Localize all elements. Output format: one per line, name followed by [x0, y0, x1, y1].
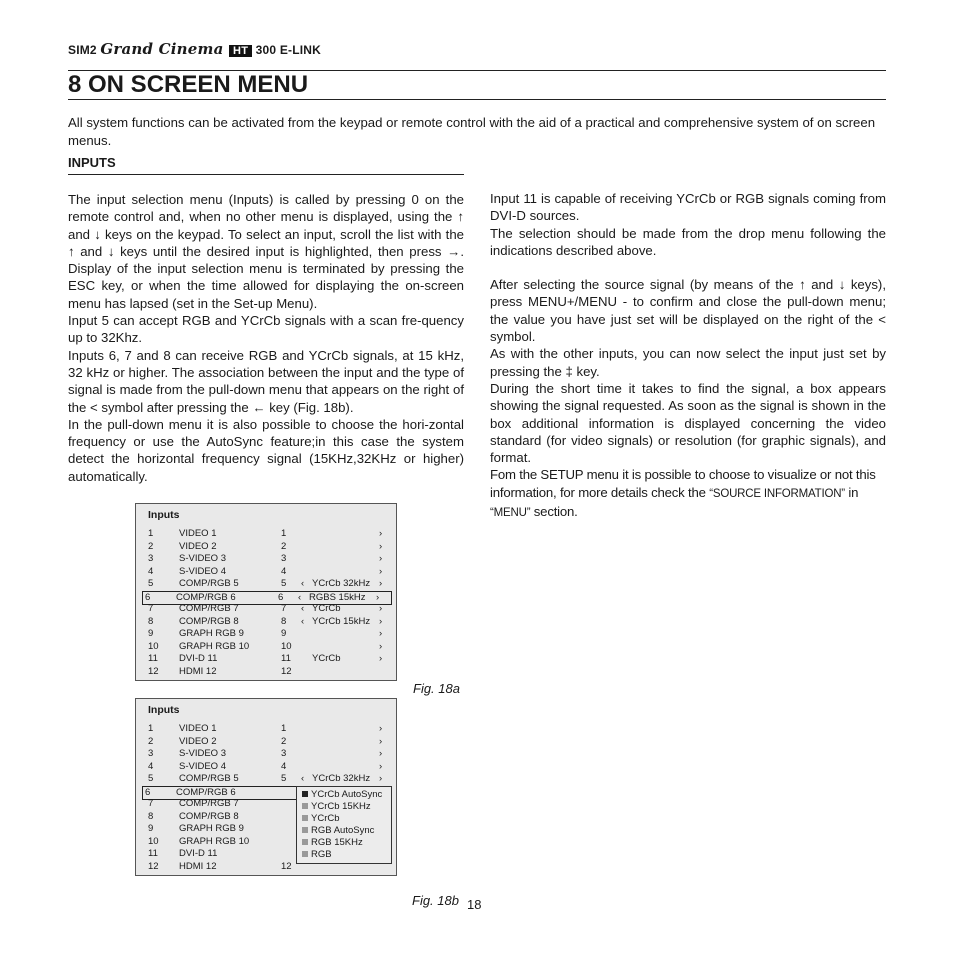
input-shortcut: 7	[281, 603, 287, 614]
input-name: S-VIDEO 4	[179, 565, 226, 577]
left-paragraph-4: In the pull-down menu it is also possible to choose the hori-zontal frequency or use the AutoSync feature;in this case the system detect the horizontal frequency signal (15KHz,32KHz or higher) automatically.	[68, 416, 464, 484]
input-number: 4	[148, 760, 154, 772]
input-row[interactable]	[146, 641, 390, 653]
input-name: COMP/RGB 8	[179, 810, 239, 822]
dropdown-option[interactable]	[302, 837, 363, 849]
square-bullet-icon	[302, 791, 308, 797]
signal-dropdown[interactable]	[296, 786, 392, 864]
input-row[interactable]	[146, 616, 390, 628]
chevron-left-icon: ‹	[301, 773, 305, 784]
left-paragraph-2: Input 5 can accept RGB and YCrCb signals with a scan fre-quency up to 32Khz.	[68, 313, 464, 346]
input-name: COMP/RGB 6	[176, 591, 236, 603]
input-name: GRAPH RGB 9	[179, 823, 244, 834]
input-row[interactable]	[146, 566, 390, 578]
input-row[interactable]	[146, 541, 390, 553]
input-row[interactable]	[146, 628, 390, 640]
chevron-right-icon: ›	[379, 653, 383, 664]
dropdown-option[interactable]	[302, 849, 332, 861]
signal-type: YCrCb	[312, 653, 341, 664]
input-name: VIDEO 2	[179, 735, 217, 747]
input-number: 8	[148, 810, 154, 822]
option-label: YCrCb 15KHz	[311, 801, 371, 812]
section-heading: INPUTS	[68, 155, 116, 170]
dropdown-option[interactable]	[302, 789, 382, 801]
right-paragraph-3: After selecting the source signal (by means of the ↑ and ↓ keys), press MENU+/MENU - to confirm and close the pull-down menu; the value you have just set will be displayed on the right of the < symbol.	[490, 277, 886, 345]
input-shortcut: 2	[281, 735, 287, 747]
chevron-right-icon: ›	[379, 640, 383, 652]
input-number: 2	[148, 735, 154, 747]
input-number: 12	[148, 665, 159, 677]
input-shortcut: 6	[278, 591, 284, 603]
input-number: 4	[148, 565, 154, 577]
chevron-right-icon: ›	[379, 528, 383, 539]
input-number: 7	[148, 603, 154, 614]
input-shortcut: 1	[281, 723, 287, 734]
input-shortcut: 3	[281, 748, 287, 759]
input-number: 3	[148, 748, 154, 759]
chevron-right-icon: ›	[379, 615, 383, 627]
square-bullet-icon	[302, 815, 308, 821]
input-name: VIDEO 2	[179, 540, 217, 552]
input-number: 10	[148, 835, 159, 847]
title-rule	[68, 99, 886, 100]
square-bullet-icon	[302, 803, 308, 809]
input-name: COMP/RGB 6	[176, 786, 236, 798]
option-label: YCrCb	[311, 813, 340, 824]
input-number: 11	[148, 848, 158, 859]
option-label: RGB 15KHz	[311, 837, 363, 848]
chevron-right-icon: ›	[379, 723, 383, 734]
input-number: 9	[148, 628, 154, 639]
model-name: 300 E-LINK	[255, 43, 322, 57]
brand-prefix: SIM2	[68, 43, 97, 57]
figure-caption-18a: Fig. 18a	[413, 681, 460, 696]
input-shortcut: 5	[281, 578, 287, 589]
brand-script: Grand Cinema	[100, 40, 224, 58]
chevron-right-icon: ›	[379, 578, 383, 589]
inputs-menu-panel-a	[135, 503, 397, 681]
right-paragraph-5: During the short time it takes to find the signal, a box appears showing the signal requested. As soon as the signal is shown in the box additional information is displayed concerning the video standard (for video signals) or resolution (for graphic signals), and format.	[490, 380, 886, 466]
input-shortcut: 4	[281, 760, 287, 772]
input-shortcut: 8	[281, 615, 287, 627]
input-name: S-VIDEO 3	[179, 748, 226, 759]
input-row[interactable]	[146, 553, 390, 565]
square-bullet-icon	[302, 839, 308, 845]
input-name: GRAPH RGB 10	[179, 835, 250, 847]
input-shortcut: 12	[281, 860, 292, 872]
chevron-right-icon: ›	[379, 540, 383, 552]
right-column	[490, 190, 886, 522]
input-row[interactable]	[146, 761, 390, 773]
input-number: 9	[148, 823, 154, 834]
input-name: COMP/RGB 5	[179, 773, 239, 784]
right-paragraph-2: The selection should be made from the drop menu following the indications described above.	[490, 225, 886, 258]
input-shortcut: 10	[281, 640, 292, 652]
input-row[interactable]	[146, 578, 390, 590]
dropdown-option[interactable]	[302, 813, 340, 825]
input-name: HDMI 12	[179, 665, 217, 677]
input-number: 7	[148, 798, 154, 809]
signal-type: YCrCb	[312, 603, 341, 614]
page-number: 18	[467, 897, 482, 912]
right-paragraph-4: As with the other inputs, you can now select the input just set by pressing the ‡ key.	[490, 346, 886, 379]
chevron-right-icon: ›	[379, 773, 383, 784]
chevron-right-icon: ›	[379, 760, 383, 772]
input-name: COMP/RGB 8	[179, 615, 239, 627]
input-number: 12	[148, 860, 159, 872]
input-row[interactable]	[146, 723, 390, 735]
panel-title: Inputs	[148, 509, 180, 521]
option-label: RGB	[311, 849, 332, 860]
inputs-menu-panel-b	[135, 698, 397, 876]
input-name: COMP/RGB 5	[179, 578, 239, 589]
input-row[interactable]	[146, 603, 390, 615]
input-shortcut: 11	[281, 653, 291, 664]
input-number: 8	[148, 615, 154, 627]
signal-type: YCrCb 15kHz	[312, 615, 371, 627]
panel-title: Inputs	[148, 704, 180, 716]
chevron-right-icon: ›	[379, 553, 383, 564]
input-row[interactable]	[146, 653, 390, 665]
dropdown-option[interactable]	[302, 801, 371, 813]
input-shortcut: 1	[281, 528, 287, 539]
input-number: 1	[148, 528, 154, 539]
section-rule	[68, 174, 464, 175]
input-number: 11	[148, 653, 158, 664]
input-number: 6	[145, 591, 151, 603]
input-number: 5	[148, 773, 154, 784]
left-column	[68, 191, 464, 485]
input-number: 2	[148, 540, 154, 552]
input-row[interactable]	[146, 748, 390, 760]
input-name: GRAPH RGB 9	[179, 628, 244, 639]
intro-paragraph: All system functions can be activated from the keypad or remote control with the aid of a practical and comprehensive system of on screen menus.	[68, 115, 876, 148]
chevron-right-icon: ›	[379, 628, 383, 639]
square-bullet-icon	[302, 827, 308, 833]
input-name: DVI-D 11	[179, 848, 218, 859]
chevron-right-icon: ›	[379, 735, 383, 747]
left-paragraph-3: Inputs 6, 7 and 8 can receive RGB and YCrCb signals, at 15 kHz, 32 kHz or higher. The association between the input and the type of signal is made from the pull-down menu that appears on the right of the < symbol after pressing the ← key (Fig. 18b).	[68, 347, 464, 415]
chevron-left-icon: ‹	[301, 615, 305, 627]
dropdown-option[interactable]	[302, 825, 374, 837]
input-name: HDMI 12	[179, 860, 217, 872]
input-shortcut: 4	[281, 565, 287, 577]
signal-type: YCrCb 32kHz	[312, 773, 371, 784]
input-shortcut: 3	[281, 553, 287, 564]
input-row[interactable]	[146, 528, 390, 540]
input-number: 10	[148, 640, 159, 652]
input-shortcut: 9	[281, 628, 287, 639]
input-name: S-VIDEO 4	[179, 760, 226, 772]
input-name: VIDEO 1	[179, 528, 217, 539]
input-name: GRAPH RGB 10	[179, 640, 250, 652]
option-label: YCrCb AutoSync	[311, 789, 383, 800]
input-number: 3	[148, 553, 154, 564]
chevron-right-icon: ›	[379, 565, 383, 577]
input-name: DVI-D 11	[179, 653, 218, 664]
signal-type: YCrCb 32kHz	[312, 578, 371, 589]
input-name: VIDEO 1	[179, 723, 217, 734]
square-bullet-icon	[302, 851, 308, 857]
input-name: S-VIDEO 3	[179, 553, 226, 564]
page-title: 8 ON SCREEN MENU	[68, 71, 309, 98]
brand-header	[68, 40, 321, 58]
chevron-left-icon: ‹	[301, 578, 305, 589]
right-paragraph-1: Input 11 is capable of receiving YCrCb or RGB signals coming from DVI-D sources.	[490, 191, 886, 224]
right-paragraph-6: Fom the SETUP menu it is possible to choose to visualize or not this information, for more details check the “SOURCE INFORMATION” in “MENU” section.	[490, 467, 876, 520]
input-number: 6	[145, 786, 151, 798]
chevron-left-icon: ‹	[298, 591, 302, 603]
signal-type: RGBS 15kHz	[309, 591, 366, 603]
input-row[interactable]	[146, 773, 390, 785]
input-name: COMP/RGB 7	[179, 603, 239, 614]
input-shortcut: 2	[281, 540, 287, 552]
chevron-right-icon: ›	[376, 591, 380, 603]
input-shortcut: 5	[281, 773, 287, 784]
input-number: 1	[148, 723, 154, 734]
brand-badge: HT	[229, 45, 252, 57]
left-paragraph-1: The input selection menu (Inputs) is called by pressing 0 on the remote control and, when no other menu is displayed, using the ↑ and ↓ keys on the keypad. To select an input, scroll the list with the ↑ and ↓ keys until the desired input is highlighted, then press →. Display of the input selection menu is terminated by pressing the ESC key, or when the time allowed for displaying the on-screen menu has lapsed (set in the Set-up Menu).	[68, 192, 464, 311]
chevron-right-icon: ›	[379, 603, 383, 614]
chevron-right-icon: ›	[379, 748, 383, 759]
input-row[interactable]	[146, 736, 390, 748]
input-name: COMP/RGB 7	[179, 798, 239, 809]
input-row[interactable]	[146, 666, 390, 678]
input-number: 5	[148, 578, 154, 589]
input-shortcut: 12	[281, 665, 292, 677]
chevron-left-icon: ‹	[301, 603, 305, 614]
figure-caption-18b: Fig. 18b	[412, 893, 459, 908]
option-label: RGB AutoSync	[311, 825, 375, 836]
